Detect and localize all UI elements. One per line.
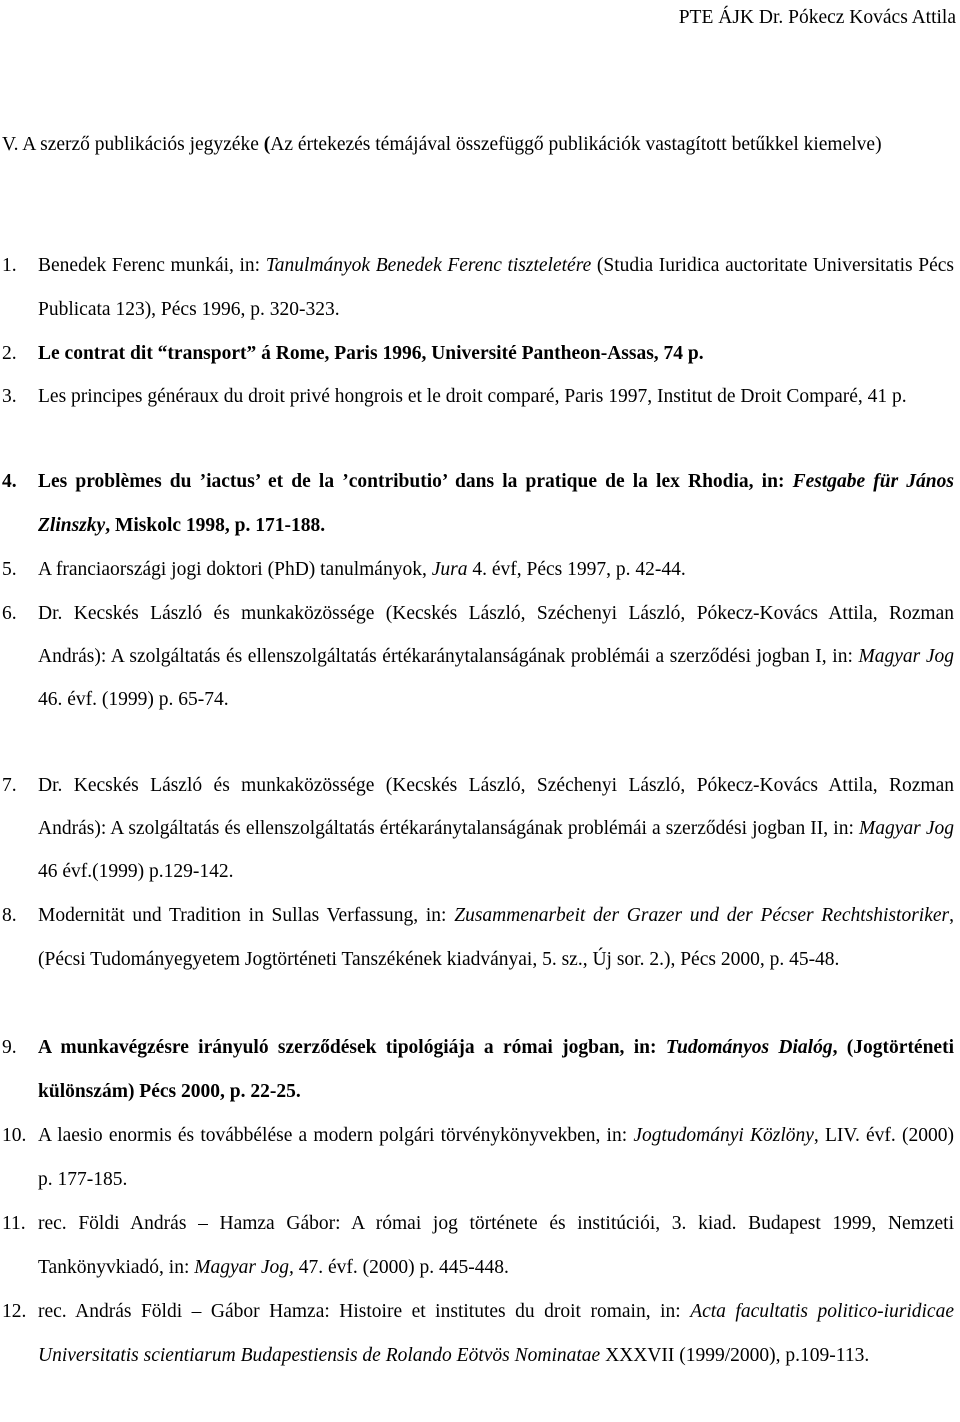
publication-text-part: A franciaországi jogi doktori (PhD) tanulmányok,: [38, 559, 432, 580]
publication-number: 6.: [2, 603, 17, 624]
publication-list: [2, 244, 954, 1422]
publication-text-part: rec. András Földi – Gábor Hamza: Histoire et institutes du droit romain, in:: [38, 1301, 691, 1322]
publication-text: Le contrat dit “transport” á Rome, Paris 1996, Université Pantheon-Assas, 74 p.: [38, 343, 704, 364]
publication-number: 4.: [2, 471, 17, 492]
publication-item-6: [2, 592, 954, 764]
publication-text-part: A munkavégzésre irányuló szerződések tipológiája a római jogban, in:: [38, 1037, 666, 1058]
publication-text: [38, 460, 954, 548]
publication-source-title: Magyar Jog: [858, 818, 954, 839]
publication-number: 9.: [2, 1037, 17, 1058]
publication-item-11: [2, 1202, 954, 1290]
section-title-text: V. A szerző publikációs jegyzéke: [2, 134, 264, 155]
publication-number: 7.: [2, 775, 17, 796]
publication-text: Les principes généraux du droit privé hongrois et le droit comparé, Paris 1997, Institut de Droit Comparé, 41 p.: [38, 386, 907, 407]
publication-item-10: [2, 1114, 954, 1202]
publication-text-part: , LIV. évf. (2000) p. 177-185.: [38, 1125, 954, 1190]
publication-item-7: [2, 764, 954, 894]
publication-text-part: rec. Földi András – Hamza Gábor: A római jog története és institúciói, 3. kiad. Budapest 1999, Nemzeti Tankönyvkiadó, in:: [38, 1213, 954, 1278]
publication-text: [38, 764, 954, 893]
publication-number: 12.: [2, 1301, 27, 1322]
publication-text-part: 46. évf. (1999) p. 65-74.: [38, 689, 229, 710]
publication-item-5: [2, 548, 954, 592]
publication-text-part: (Studia Iuridica auctoritate Universitatis Pécs Publicata 123), Pécs 1996, p. 320-323.: [38, 255, 954, 320]
section-title: [2, 122, 954, 167]
publication-text: [38, 548, 954, 592]
publication-text: [38, 1114, 954, 1202]
publication-source-title: Acta facultatis politico-iuridicae Universitatis scientiarum Budapestiensis de Rolando Eötvös Nominatae: [38, 1301, 954, 1366]
publication-text-part: Benedek Ferenc munkái, in:: [38, 255, 266, 276]
publication-number: 3.: [2, 386, 17, 407]
publication-source-title: Magyar Jog,: [194, 1257, 294, 1278]
publication-text: [38, 244, 954, 332]
section-title-paren: (: [263, 134, 271, 155]
publication-source-title: Festgabe für János Zlinszky: [38, 471, 954, 536]
publication-text-part: A laesio enormis és továbbélése a modern polgári törvénykönyvekben, in:: [38, 1125, 634, 1146]
publication-text-part: 47. évf. (2000) p. 445-448.: [293, 1257, 509, 1278]
publication-text: [38, 592, 954, 721]
publication-source-title: Tanulmányok Benedek Ferenc tiszteletére: [265, 255, 592, 276]
publication-number: 8.: [2, 905, 17, 926]
publication-item-4: [2, 460, 954, 548]
publication-text-part: , Miskolc 1998, p. 171-188.: [105, 515, 326, 536]
publication-number: 5.: [2, 559, 17, 580]
publication-item-1: [2, 244, 954, 332]
publication-source-title: Jogtudományi Közlöny: [633, 1125, 814, 1146]
publication-number: 1.: [2, 255, 17, 276]
publication-text-part: 46 évf.(1999) p.129-142.: [38, 861, 234, 882]
section-title-note: Az értekezés témájával összefüggő publikációk vastagított betűkkel kiemelve): [270, 134, 882, 155]
publication-number: 2.: [2, 343, 17, 364]
page-header: PTE ÁJK Dr. Pókecz Kovács Attila: [678, 7, 956, 28]
publication-text: [38, 1026, 954, 1114]
publication-text-part: Modernität und Tradition in Sullas Verfassung, in:: [38, 905, 455, 926]
publication-text: [38, 894, 954, 982]
publication-item-12: [2, 1290, 954, 1422]
publication-text-part: Dr. Kecskés László és munkaközössége (Kecskés László, Széchenyi László, Pókecz-Kovács Attila, Rozman András): A szolgáltatás és ellenszolgáltatás értékaránytalanságának problémái a szerződési jogban II, in:: [38, 775, 954, 839]
publication-item-3: [2, 376, 954, 460]
publication-source-title: Tudományos Dialóg: [665, 1037, 833, 1058]
publication-text: [38, 1202, 954, 1290]
publication-source-title: Zusammenarbeit der Grazer und der Pécser Rechtshistoriker: [454, 905, 950, 926]
publication-text-part: , (Pécsi Tudományegyetem Jogtörténeti Tanszékének kiadványai, 5. sz., Új sor. 2.), Pécs 2000, p. 45-48.: [38, 905, 954, 970]
publication-item-8: [2, 894, 954, 1026]
publication-item-9: [2, 1026, 954, 1114]
publication-number: 10.: [2, 1125, 27, 1146]
publication-item-2: [2, 332, 954, 376]
publication-source-title: Jura: [431, 559, 468, 580]
publication-text-part: Dr. Kecskés László és munkaközössége (Kecskés László, Széchenyi László, Pókecz-Kovács Attila, Rozman András): A szolgáltatás és ellenszolgáltatás értékaránytalanságának problémái a szerződési jogban I, in:: [38, 603, 954, 667]
publication-text-part: XXXVII (1999/2000), p.109-113.: [600, 1345, 870, 1366]
publication-number: 11.: [2, 1213, 26, 1234]
publication-text-part: Les problèmes du ’iactus’ et de la ’contributio’ dans la pratique de la lex Rhodia, in:: [38, 471, 793, 492]
publication-text-part: 4. évf, Pécs 1997, p. 42-44.: [467, 559, 686, 580]
publication-text-part: , (Jogtörténeti különszám) Pécs 2000, p. 22-25.: [38, 1037, 955, 1102]
publication-source-title: Magyar Jog: [858, 646, 954, 667]
publication-text: [38, 1290, 954, 1378]
